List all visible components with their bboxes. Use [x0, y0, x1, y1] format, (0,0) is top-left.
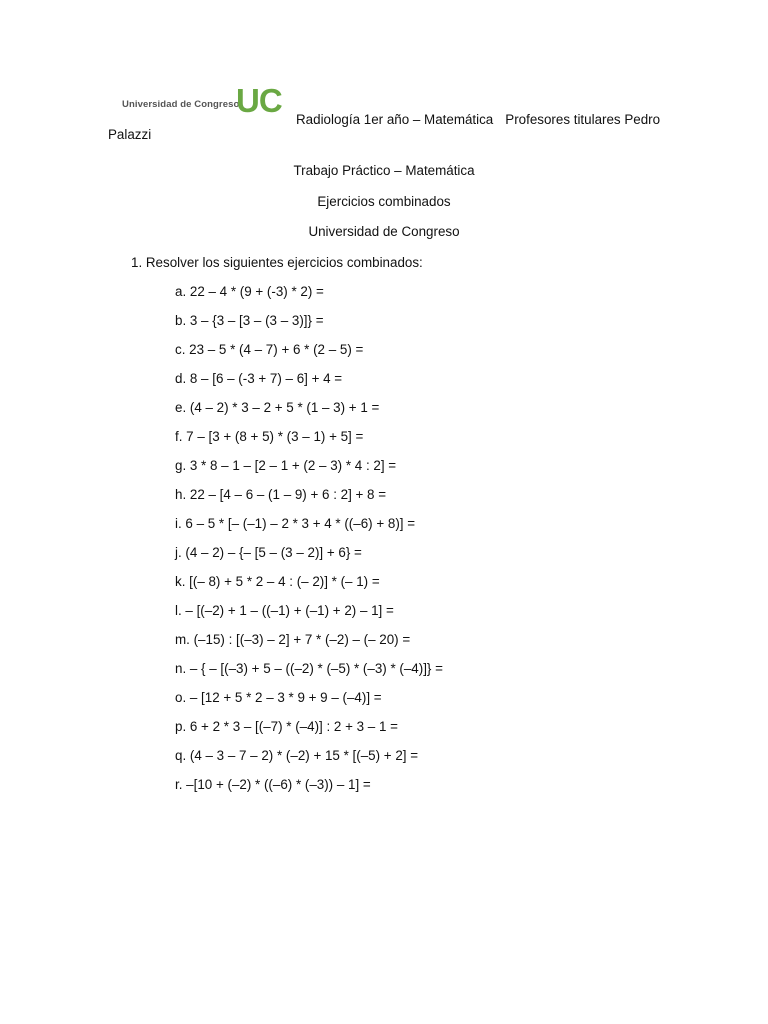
course-title: Radiología 1er año – Matemática	[296, 112, 494, 127]
exercise-item: l. – [(–2) + 1 – ((–1) + (–1) + 2) – 1] =	[175, 603, 394, 618]
exercise-item: e. (4 – 2) * 3 – 2 + 5 * (1 – 3) + 1 =	[175, 400, 380, 415]
professors-label: Profesores titulares Pedro	[505, 112, 661, 127]
exercise-item: a. 22 – 4 * (9 + (-3) * 2) =	[175, 284, 324, 299]
doc-title: Trabajo Práctico – Matemática	[293, 163, 475, 178]
exercise-item: k. [(– 8) + 5 * 2 – 4 : (– 2)] * (– 1) =	[175, 574, 380, 589]
exercise-item: m. (–15) : [(–3) – 2] + 7 * (–2) – (– 20) =	[175, 632, 411, 647]
doc-institution: Universidad de Congreso	[308, 224, 460, 239]
exercise-item: q. (4 – 3 – 7 – 2) * (–2) + 15 * [(–5) + 2] =	[175, 748, 419, 763]
exercise-item: f. 7 – [3 + (8 + 5) * (3 – 1) + 5] =	[175, 429, 364, 444]
exercise-item: i. 6 – 5 * [– (–1) – 2 * 3 + 4 * ((–6) + 8)] =	[175, 516, 416, 531]
exercise-item: b. 3 – {3 – [3 – (3 – 3)]} =	[175, 313, 324, 328]
exercise-item: o. – [12 + 5 * 2 – 3 * 9 + 9 – (–4)] =	[175, 690, 382, 705]
exercise-item: d. 8 – [6 – (-3 + 7) – 6] + 4 =	[175, 371, 343, 386]
header-line	[296, 112, 660, 127]
exercise-item: j. (4 – 2) – {– [5 – (3 – 2)] + 6} =	[175, 545, 362, 560]
exercise-list	[175, 284, 443, 806]
exercise-item: r. –[10 + (–2) * ((–6) * (–3)) – 1] =	[175, 777, 371, 792]
instruction-text: 1. Resolver los siguientes ejercicios combinados:	[131, 255, 423, 270]
exercise-item: h. 22 – [4 – 6 – (1 – 9) + 6 : 2] + 8 =	[175, 487, 387, 502]
professors-name-continued: Palazzi	[108, 127, 152, 142]
logo-wordmark: Universidad de Congreso	[122, 99, 240, 110]
logo-mark: UC	[236, 82, 282, 119]
doc-subtitle: Ejercicios combinados	[317, 194, 451, 209]
exercise-item: p. 6 + 2 * 3 – [(–7) * (–4)] : 2 + 3 – 1 =	[175, 719, 398, 734]
exercise-item: c. 23 – 5 * (4 – 7) + 6 * (2 – 5) =	[175, 342, 364, 357]
exercise-item: g. 3 * 8 – 1 – [2 – 1 + (2 – 3) * 4 : 2] =	[175, 458, 397, 473]
exercise-item: n. – { – [(–3) + 5 – ((–2) * (–5) * (–3) * (–4)]} =	[175, 661, 443, 676]
